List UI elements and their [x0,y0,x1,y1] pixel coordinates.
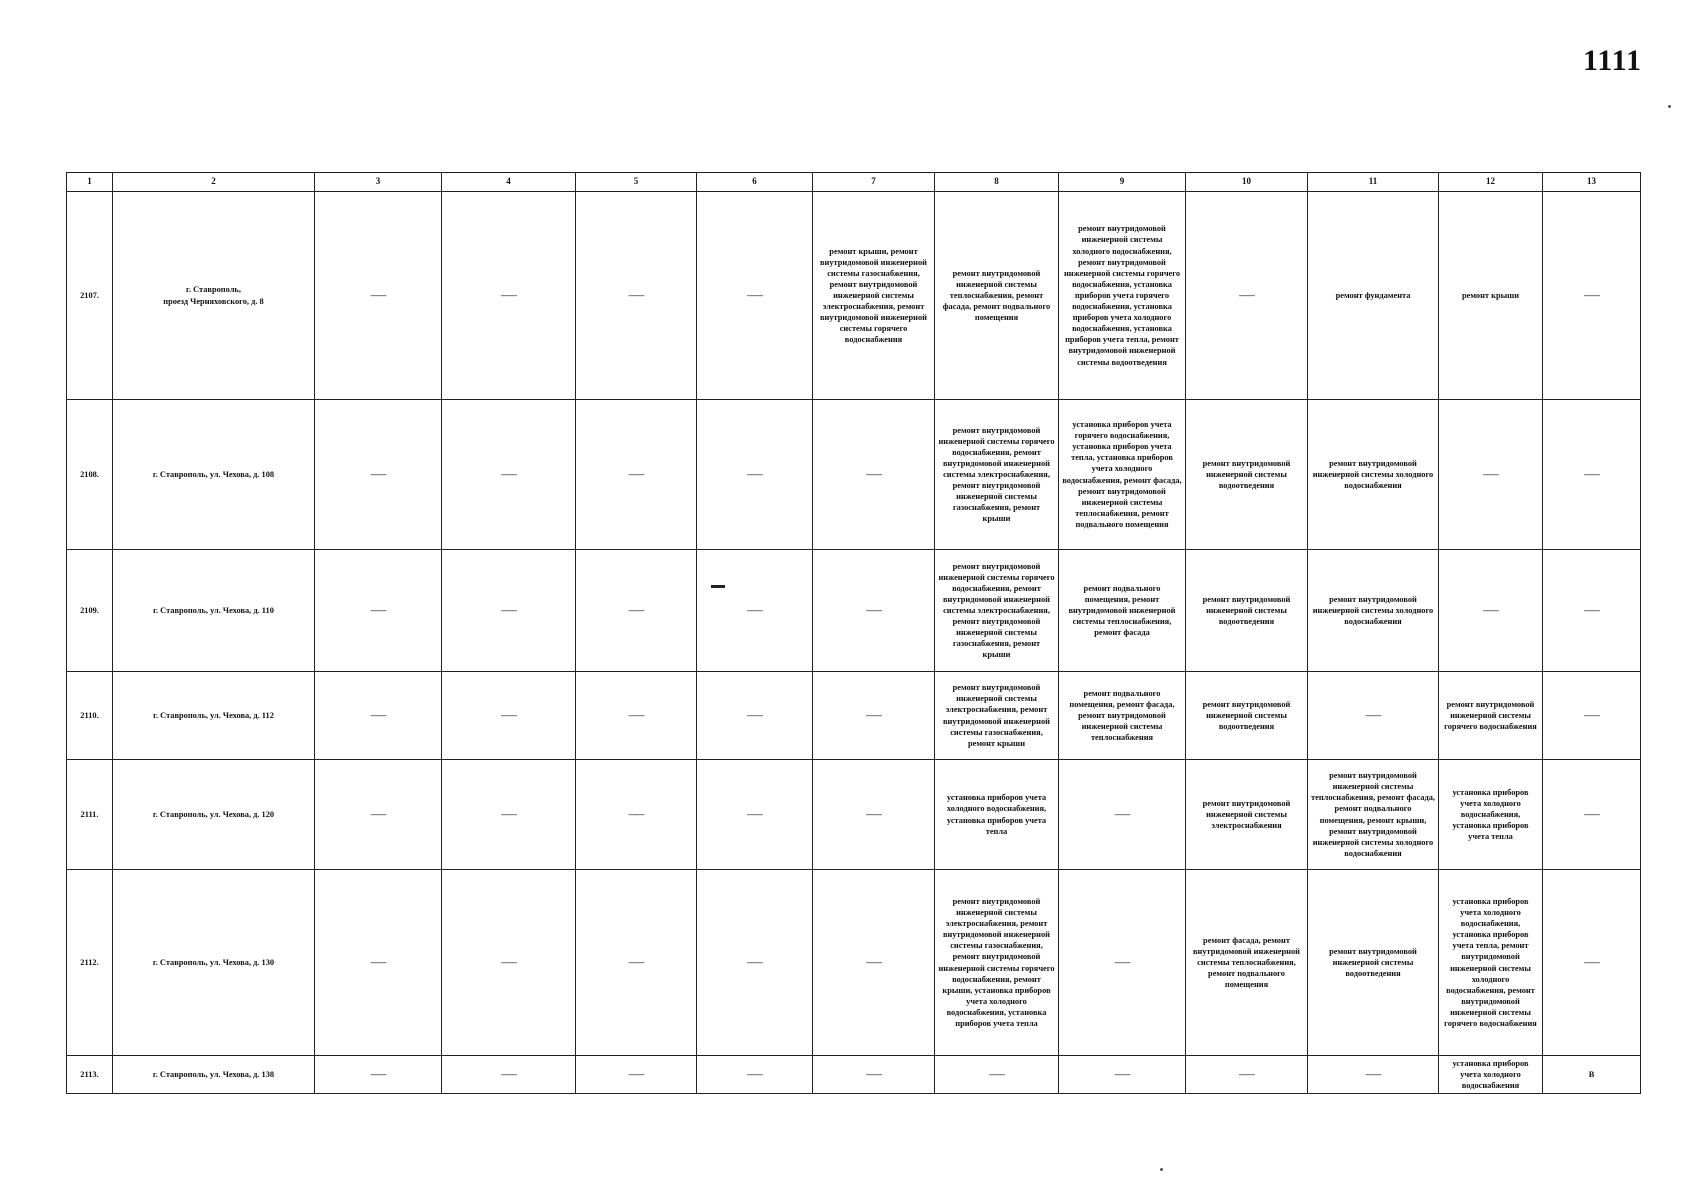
cell-col-9: установка приборов учета горячего водоснабжения, установка приборов учета тепла, установка приборов учета холодного водоснабжения, ремонт фасада, ремонт внутридомовой инженерной системы теплоснабжения, ремонт подвального помещения [1059,400,1186,550]
cell-col-8: ремонт внутридомовой инженерной системы горячего водоснабжения, ремонт внутридомовой инженерной системы электроснабжения, ремонт внутридомовой инженерной системы газоснабжения, ремонт крыши [935,550,1059,672]
cell-col-10: ремонт внутридомовой инженерной системы водоотведения [1186,672,1308,760]
cell-col-7: —— [813,870,935,1056]
cell-col-3: —— [315,550,442,672]
cell-col-7: —— [813,400,935,550]
cell-col-7: —— [813,1056,935,1094]
column-header: 10 [1186,173,1308,192]
cell-col-12: установка приборов учета холодного водоснабжения, установка приборов учета тепла [1439,760,1543,870]
row-number: 2108. [67,400,113,550]
cell-col-6: —— [697,760,813,870]
cell-col-6: —— [697,550,813,672]
column-header: 4 [442,173,576,192]
cell-col-9: ремонт подвального помещения, ремонт фасада, ремонт внутридомовой инженерной системы теплоснабжения [1059,672,1186,760]
row-number: 2112. [67,870,113,1056]
cell-col-13: —— [1543,192,1641,400]
column-header: 12 [1439,173,1543,192]
cell-col-6: —— [697,1056,813,1094]
cell-col-8: ремонт внутридомовой инженерной системы горячего водоснабжения, ремонт внутридомовой инженерной системы электроснабжения, ремонт внутридомовой инженерной системы газоснабжения, ремонт крыши [935,400,1059,550]
cell-col-9: ремонт внутридомовой инженерной системы холодного водоснабжения, ремонт внутридомовой инженерной системы горячего водоснабжения, установка приборов учета горячего водоснабжения, установка приборов учета холодного водоснабжения, установка приборов учета тепла, ремонт внутридомовой инженерной системы водоотведения [1059,192,1186,400]
address-cell: г. Ставрополь, ул. Чехова, д. 130 [113,870,315,1056]
row-number: 2113. [67,1056,113,1094]
cell-col-4: —— [442,400,576,550]
cell-col-11: ремонт внутридомовой инженерной системы холодного водоснабжения [1308,400,1439,550]
cell-col-8: ремонт внутридомовой инженерной системы теплоснабжения, ремонт фасада, ремонт подвального помещения [935,192,1059,400]
address-cell: г. Ставрополь, ул. Чехова, д. 108 [113,400,315,550]
cell-col-5: —— [576,870,697,1056]
column-header: 6 [697,173,813,192]
cell-col-5: —— [576,400,697,550]
cell-col-3: —— [315,870,442,1056]
cell-col-6: —— [697,192,813,400]
column-number-row [67,173,1641,192]
cell-col-12: установка приборов учета холодного водоснабжения [1439,1056,1543,1094]
cell-col-5: —— [576,672,697,760]
cell-col-4: —— [442,672,576,760]
table-row [67,672,1641,760]
cell-col-4: —— [442,760,576,870]
cell-col-9: —— [1059,870,1186,1056]
cell-col-13: —— [1543,550,1641,672]
cell-col-6: —— [697,870,813,1056]
table-row [67,400,1641,550]
row-number: 2110. [67,672,113,760]
row-number: 2107. [67,192,113,400]
address-cell: г. Ставрополь, ул. Чехова, д. 120 [113,760,315,870]
cell-col-8: ремонт внутридомовой инженерной системы электроснабжения, ремонт внутридомовой инженерной системы газоснабжения, ремонт внутридомовой инженерной системы горячего водоснабжения, ремонт крыши, установка приборов учета холодного водоснабжения, установка приборов учета тепла [935,870,1059,1056]
cell-col-11: —— [1308,1056,1439,1094]
column-header: 11 [1308,173,1439,192]
cell-col-4: —— [442,550,576,672]
cell-col-12: —— [1439,550,1543,672]
cell-col-12: —— [1439,400,1543,550]
cell-col-4: —— [442,870,576,1056]
cell-col-11: ремонт внутридомовой инженерной системы теплоснабжения, ремонт фасада, ремонт подвального помещения, ремонт крыши, ремонт внутридомовой инженерной системы холодного водоснабжения [1308,760,1439,870]
cell-col-10: —— [1186,1056,1308,1094]
cell-col-8: ремонт внутридомовой инженерной системы электроснабжения, ремонт внутридомовой инженерной системы газоснабжения, ремонт крыши [935,672,1059,760]
address-cell: г. Ставрополь, ул. Чехова, д. 110 [113,550,315,672]
address-cell: г. Ставрополь, проезд Черняховского, д. 8 [113,192,315,400]
cell-col-7: —— [813,760,935,870]
cell-col-11: —— [1308,672,1439,760]
scan-speck [1160,1168,1163,1171]
table-row [67,192,1641,400]
cell-col-9: ремонт подвального помещения, ремонт внутридомовой инженерной системы теплоснабжения, ремонт фасада [1059,550,1186,672]
cell-col-6: —— [697,400,813,550]
cell-col-8: —— [935,1056,1059,1094]
column-header: 9 [1059,173,1186,192]
table-row [67,760,1641,870]
table-row [67,550,1641,672]
cell-col-3: —— [315,672,442,760]
cell-col-7: —— [813,672,935,760]
address-cell: г. Ставрополь, ул. Чехова, д. 138 [113,1056,315,1094]
address-cell: г. Ставрополь, ул. Чехова, д. 112 [113,672,315,760]
column-header: 2 [113,173,315,192]
cell-col-10: —— [1186,192,1308,400]
repair-schedule-table [66,172,1641,1094]
cell-col-12: установка приборов учета холодного водоснабжения, установка приборов учета тепла, ремонт внутридомовой инженерной системы холодного водоснабжения, ремонт внутридомовой инженерной системы горячего водоснабжения [1439,870,1543,1056]
cell-col-10: ремонт фасада, ремонт внутридомовой инженерной системы теплоснабжения, ремонт подвального помещения [1186,870,1308,1056]
cell-col-11: ремонт внутридомовой инженерной системы водоотведения [1308,870,1439,1056]
cell-col-9: —— [1059,1056,1186,1094]
cell-col-13: —— [1543,400,1641,550]
cell-col-12: ремонт внутридомовой инженерной системы горячего водоснабжения [1439,672,1543,760]
row-number: 2109. [67,550,113,672]
table-row [67,870,1641,1056]
cell-col-3: —— [315,1056,442,1094]
table-row [67,1056,1641,1094]
cell-col-13: —— [1543,870,1641,1056]
cell-col-5: —— [576,192,697,400]
cell-col-5: —— [576,1056,697,1094]
cell-col-9: —— [1059,760,1186,870]
cell-col-10: ремонт внутридомовой инженерной системы водоотведения [1186,400,1308,550]
cell-col-10: ремонт внутридомовой инженерной системы водоотведения [1186,550,1308,672]
cell-col-13: —— [1543,760,1641,870]
cell-col-7: —— [813,550,935,672]
cell-col-13: —— [1543,672,1641,760]
cell-col-11: ремонт фундамента [1308,192,1439,400]
column-header: 7 [813,173,935,192]
column-header: 3 [315,173,442,192]
cell-col-12: ремонт крыши [1439,192,1543,400]
cell-col-13: В [1543,1056,1641,1094]
cell-col-8: установка приборов учета холодного водоснабжения, установка приборов учета тепла [935,760,1059,870]
scan-speck [1668,105,1671,108]
cell-col-6: —— [697,672,813,760]
cell-col-11: ремонт внутридомовой инженерной системы холодного водоснабжения [1308,550,1439,672]
column-header: 8 [935,173,1059,192]
cell-col-5: —— [576,760,697,870]
page-number: 1111 [1582,44,1642,77]
column-header: 13 [1543,173,1641,192]
cell-col-10: ремонт внутридомовой инженерной системы электроснабжения [1186,760,1308,870]
column-header: 5 [576,173,697,192]
cell-col-5: —— [576,550,697,672]
cell-col-4: —— [442,192,576,400]
cell-col-3: —— [315,400,442,550]
cell-col-4: —— [442,1056,576,1094]
column-header: 1 [67,173,113,192]
cell-col-3: —— [315,760,442,870]
cell-col-3: —— [315,192,442,400]
row-number: 2111. [67,760,113,870]
cell-col-7: ремонт крыши, ремонт внутридомовой инженерной системы газоснабжения, ремонт внутридомовой инженерной системы электроснабжения, ремонт внутридомовой инженерной системы горячего водоснабжения [813,192,935,400]
scan-mark [711,585,725,588]
